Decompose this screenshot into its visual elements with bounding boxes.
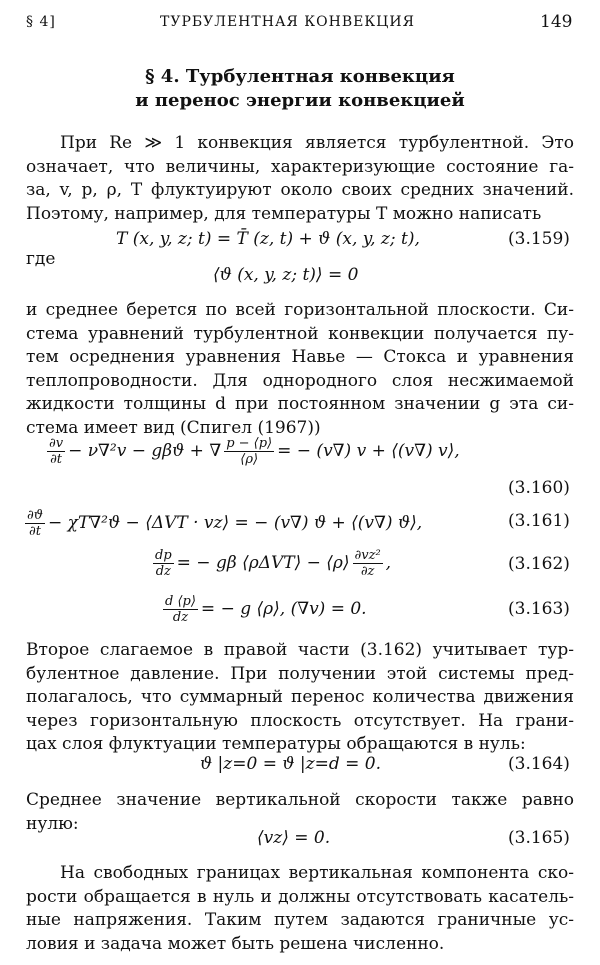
text-line: теплопроводности. Для однородного слоя несжимаемой — [26, 370, 574, 391]
equation-number-3-164: (3.164) — [508, 754, 570, 774]
running-title: ТУРБУЛЕНТНАЯ КОНВЕКЦИЯ — [160, 14, 415, 30]
equation-number-3-161: (3.161) — [508, 511, 570, 531]
text-line: При Re ≫ 1 конвекция является турбулентной. Это — [60, 133, 574, 153]
text-line: ловия и задача может быть решена численно. — [26, 933, 445, 954]
section-title-line2: и перенос энергии конвекцией — [135, 90, 465, 111]
text-line: На свободных границах вертикальная компонента ско- — [60, 863, 574, 883]
text-line: Второе слагаемое в правой части (3.162) учитывает тур- — [26, 640, 574, 660]
text-line: цах слоя флуктуации температуры обращаются в нуль: — [26, 734, 526, 754]
text-line: булентное давление. При получении этой системы пред- — [26, 663, 574, 684]
text-line: ные напряжения. Таким путем задаются граничные ус- — [26, 910, 574, 930]
text-line: через горизонтальную плоскость отсутствует. На грани- — [26, 710, 574, 731]
text-line: за, v, p, ρ, T флуктуируют около своих средних значений. — [26, 180, 574, 200]
text-line: стема уравнений турбулентной конвекции получается пу- — [26, 323, 574, 344]
text-line: нулю: — [26, 813, 79, 834]
text-line: означает, что величины, характеризующие состояние га- — [26, 156, 574, 177]
paragraph-turbulent-pressure — [26, 639, 574, 757]
equation-3-162: $\frac{dp}{dz}$ = − gβ ⟨ρΔVT⟩ − ⟨ρ⟩ $\frac{\text{∂vz²}}{\partial z}$ , — [155, 548, 392, 579]
equation-number-3-162: (3.162) — [508, 554, 570, 574]
equation-3-159: T (x, y, z; t) = T̄ (z, t) + ϑ (x, y, z; t), — [116, 229, 420, 249]
equation-3-164: ϑ |z=0 = ϑ |z=d = 0. — [200, 754, 381, 774]
equation-number-3-165: (3.165) — [508, 828, 570, 848]
text-line: тем осреднения уравнения Навье — Стокса и уравнения — [26, 347, 574, 367]
text-line: стема имеет вид (Спигел (1967)) — [26, 417, 321, 438]
text-line: Среднее значение вертикальной скорости также равно — [26, 790, 574, 810]
equation-3-161: $\frac{\partial ϑ}{\partial t}$ − χT∇²ϑ − ⟨ΔVT · vz⟩ = − (v∇) ϑ + ⟨(v∇) ϑ⟩, — [27, 508, 423, 539]
equation-3-160: $\frac{\partial v}{\partial t}$ − ν∇²v − gβϑ + ∇ $\frac{p - ⟨p⟩}{⟨\rho⟩}$ = − (v∇) v + ⟨(v∇) v⟩, — [49, 436, 460, 467]
page-number: 149 — [540, 12, 573, 32]
text-line: рости обращается в нуль и должны отсутствовать касатель- — [26, 886, 574, 907]
text-line: жидкости толщины d при постоянном значении g эта си- — [26, 394, 574, 414]
header-section-ref: § 4] — [26, 14, 56, 30]
text-line: и среднее берется по всей горизонтальной плоскости. Си- — [26, 300, 574, 320]
paragraph-system — [26, 299, 574, 440]
where-word: где — [26, 249, 56, 269]
equation-number-3-163: (3.163) — [508, 599, 570, 619]
equation-3-165: ⟨vz⟩ = 0. — [257, 828, 331, 848]
equation-mean-zero: ⟨ϑ (x, y, z; t)⟩ = 0 — [213, 265, 359, 285]
section-title-line1: § 4. Турбулентная конвекция — [145, 66, 455, 87]
text-line: полагалось, что суммарный перенос количества движения — [26, 687, 574, 707]
equation-number-3-159: (3.159) — [508, 229, 570, 249]
text-line: Поэтому, например, для температуры T можно написать — [26, 203, 542, 224]
paragraph-boundary-conditions — [26, 862, 574, 956]
paragraph-intro — [26, 132, 574, 226]
equation-number-3-160: (3.160) — [508, 478, 570, 498]
equation-3-163: $\frac{d ⟨p⟩}{dz}$ = − g ⟨ρ⟩, (∇v) = 0. — [165, 594, 367, 625]
